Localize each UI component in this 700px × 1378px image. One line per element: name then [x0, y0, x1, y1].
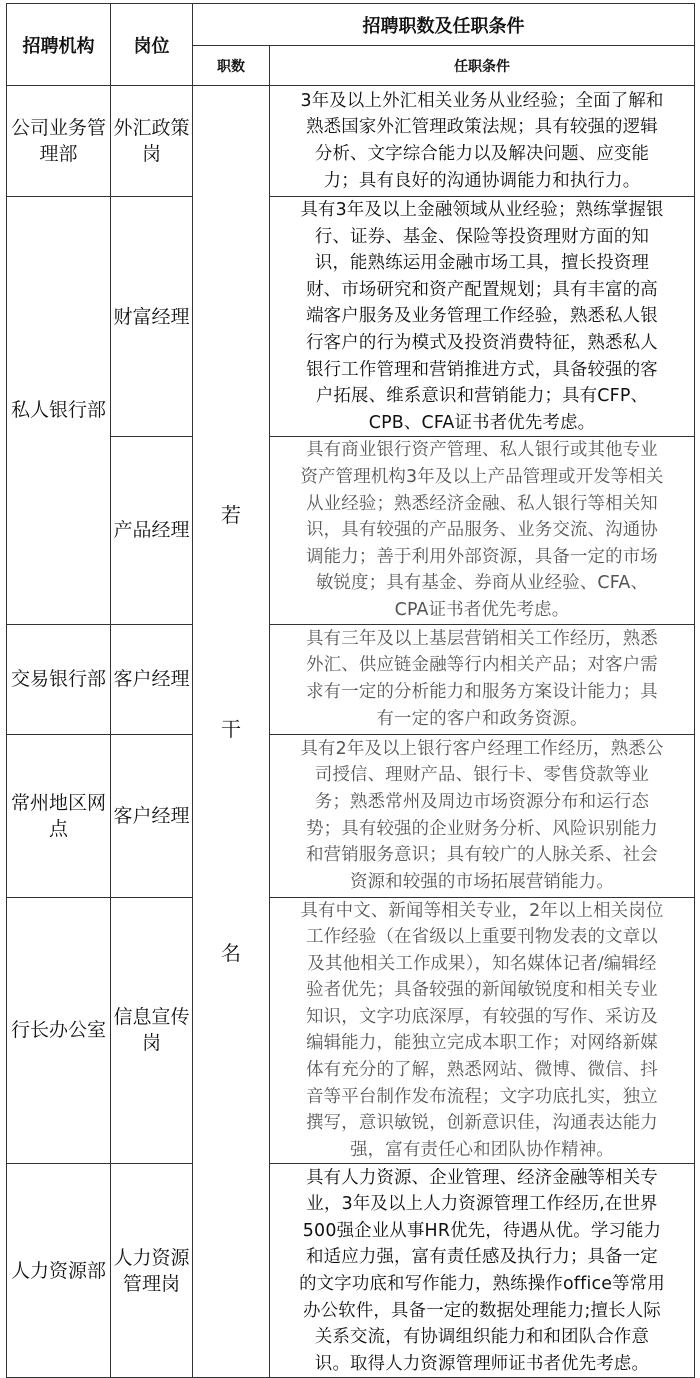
- condition-line: 音等平台制作发布流程；文字功底扎实，独立: [306, 1086, 658, 1107]
- condition-line: 编辑能力，能独立完成本职工作；对网络新媒: [306, 1033, 658, 1054]
- post-cell: 外汇政策岗: [111, 86, 193, 197]
- header-conditions: 任职条件: [270, 46, 695, 86]
- conditions-cell: [270, 197, 695, 437]
- condition-line: 及其他相关工作成果），知名媒体记者/编辑经: [307, 953, 657, 974]
- conditions-cell: [270, 624, 695, 734]
- post-cell: 客户经理: [111, 624, 193, 734]
- org-cell: 交易银行部: [7, 624, 111, 734]
- org-cell: 常州地区网点: [7, 734, 111, 897]
- condition-line: 3年及以上外汇相关业务从业经验；全面了解和: [300, 90, 664, 111]
- recruitment-table: [6, 3, 695, 1378]
- condition-line: 分析、文字综合能力以及解决问题、应变能: [314, 144, 650, 164]
- condition-line: CPB、CFA证书者优先考虑。: [368, 412, 596, 433]
- org-cell: 私人银行部: [7, 197, 111, 625]
- condition-line: 调能力；善于利用外部资源，具备一定的市场: [306, 546, 658, 567]
- conditions-cell: [270, 897, 695, 1164]
- condition-line: 具有商业银行资产管理、私人银行或其他专业: [306, 440, 658, 461]
- condition-line: CPA证书者优先考虑。: [394, 599, 570, 620]
- condition-line: 关系交流，有协调组织能力和和团队合作意: [314, 1327, 650, 1348]
- condition-line: 业，3年及以上人力资源管理工作经历,在世界: [306, 1194, 658, 1215]
- condition-line: 具有3年及以上金融领域从业经验；熟练掌握银: [300, 200, 664, 220]
- condition-line: 行客户的行为模式及投资消费特征，熟悉私人: [306, 332, 658, 353]
- condition-line: 知识，文字功底深厚，有较强的写作、采访及: [306, 1006, 658, 1027]
- condition-line: 强，富有责任心和团队协作精神。: [350, 1139, 614, 1160]
- condition-line: 具有三年及以上基层营销相关工作经历，熟悉: [306, 628, 658, 649]
- post-cell: 人力资源管理岗: [111, 1164, 193, 1378]
- condition-line: 和适应力强，富有责任感及执行力；具备一定: [306, 1247, 658, 1268]
- conditions-cell: [270, 86, 695, 197]
- condition-line: 资源和较强的市场拓展营销能力。: [350, 871, 614, 892]
- org-cell: 行长办公室: [7, 897, 111, 1164]
- condition-line: 识。取得人力资源管理师证书者优先考虑。: [314, 1353, 650, 1374]
- condition-line: 具有中文、新闻等相关专业，2年以上相关岗位: [300, 900, 664, 921]
- condition-line: 和营销服务意识；具有较广的人脉关系、社会: [306, 845, 658, 866]
- post-cell: 产品经理: [111, 437, 193, 624]
- conditions-cell: [270, 734, 695, 897]
- condition-line: 资产管理机构3年及以上产品管理或开发等相关: [300, 466, 664, 487]
- condition-line: 司授信、理财产品、银行卡、零售贷款等业: [314, 765, 650, 786]
- condition-line: 求有一定的分析能力和服务方案设计能力；具: [306, 682, 658, 702]
- header-post: 岗位: [111, 4, 193, 86]
- org-cell: 公司业务管理部: [7, 86, 111, 197]
- condition-line: 验者优先；具备较强的新闻敏锐度和相关专业: [306, 980, 658, 1001]
- condition-line: 行、证券、基金、保险等投资理财方面的知: [314, 226, 650, 247]
- condition-line: 有一定的客户和政务资源。: [376, 708, 588, 729]
- org-cell: 人力资源部: [7, 1164, 111, 1378]
- quota-char: 若: [221, 503, 241, 527]
- condition-line: 识，具有较强的产品服务、业务交流、沟通协: [306, 520, 658, 541]
- conditions-cell: [270, 437, 695, 624]
- condition-line: 撰写，意识敏锐，创新意识佳，沟通表达能力: [306, 1113, 658, 1134]
- condition-line: 熟悉国家外汇管理政策法规；具有较强的逻辑: [306, 117, 658, 138]
- condition-line: 外汇、供应链金融等行内相关产品；对客户需: [306, 655, 658, 676]
- condition-line: 敏锐度；具有基金、券商从业经验、CFA、: [315, 573, 649, 594]
- condition-line: 力；具有良好的沟通协调能力和执行力。: [323, 170, 641, 191]
- quota-cell: [193, 86, 270, 1378]
- condition-line: 办公软件，具备一定的数据处理能力;擅长人际: [303, 1300, 661, 1321]
- condition-line: 500强企业从事HR优先，待遇从优。学习能力: [302, 1220, 662, 1241]
- header-quota: 职数: [193, 46, 270, 86]
- post-cell: 客户经理: [111, 734, 193, 897]
- condition-line: 具有人力资源、企业管理、经济金融等相关专: [306, 1167, 658, 1188]
- quota-char: 名: [221, 941, 241, 965]
- condition-line: 户拓展、维系意识和营销能力；具有CFP、: [315, 386, 649, 407]
- condition-line: 具有2年及以上银行客户经理工作经历，熟悉公: [300, 738, 664, 759]
- conditions-cell: [270, 1164, 695, 1378]
- header-group: 招聘职数及任职条件: [193, 4, 695, 46]
- header-org: 招聘机构: [7, 4, 111, 86]
- quota-char: 干: [221, 717, 241, 741]
- condition-line: 务；熟悉常州及周边市场资源分布和运行态: [314, 791, 650, 812]
- condition-line: 银行工作管理和营销推进方式，具备较强的客: [306, 359, 658, 380]
- condition-line: 体有充分的了解，熟悉网站、微博、微信、抖: [306, 1060, 658, 1081]
- condition-line: 财、市场研究和资产配置规划；具有丰富的高: [306, 279, 658, 300]
- condition-line: 端客户服务及业务管理工作经验，熟悉私人银: [306, 306, 658, 327]
- post-cell: 财富经理: [111, 197, 193, 437]
- post-cell: 信息宣传岗: [111, 897, 193, 1164]
- condition-line: 从业经验；熟悉经济金融、私人银行等相关知: [306, 493, 658, 514]
- condition-line: 的文字功底和写作能力，熟练操作office等常用: [299, 1273, 665, 1294]
- condition-line: 势；具有较强的企业财务分析、风险识别能力: [306, 818, 658, 839]
- condition-line: 工作经验（在省级以上重要刊物发表的文章以: [306, 927, 658, 948]
- condition-line: 识，能熟练运用金融市场工具，擅长投资理: [314, 253, 650, 274]
